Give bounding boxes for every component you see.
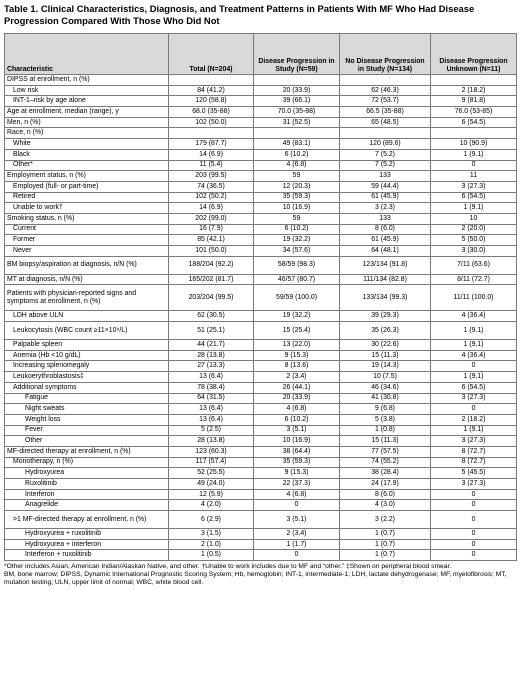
cell-characteristic: Interferon [5,489,169,500]
cell-total: 13 (6.4) [169,404,254,415]
cell-total: 78 (38.4) [169,382,254,393]
table-row [5,350,517,361]
cell-unknown: 8 (72.7) [431,446,517,457]
cell-total: 5 (2.5) [169,425,254,436]
cell-characteristic: Hydroxyurea + interferon [5,539,169,550]
cell-characteristic: Employment status, n (%) [5,171,169,182]
cell-progression: 59 [254,171,340,182]
cell-progression: 0 [254,500,340,511]
cell-progression: 34 (57.6) [254,246,340,257]
cell-characteristic: Race, n (%) [5,128,169,139]
cell-total: 44 (21.7) [169,340,254,351]
footnote-abbreviations: BM, bone marrow; DIPSS, Dynamic International Prognostic Scoring System; Hb, hemoglobin; INT-1, intermediate-1; LDH, lactate dehydrogenase; MF, myelofibrosis; MT, mutation testing; ULN, upper limit of normal; WBC, white blood cell. [4,571,507,587]
header-unknown: Disease Progression Unknown (N=11) [431,34,517,75]
table-row [5,149,517,160]
cell-unknown: 7/11 (63.6) [431,256,517,274]
cell-characteristic: Hydroxyurea [5,468,169,479]
cell-progression [254,75,340,86]
cell-total: 11 (5.4) [169,160,254,171]
cell-unknown: 10 [431,213,517,224]
cell-progression: 20 (33.9) [254,85,340,96]
table-row [5,96,517,107]
cell-no-progression: 46 (34.6) [340,382,431,393]
cell-unknown [431,75,517,86]
cell-no-progression: 62 (46.3) [340,85,431,96]
cell-no-progression: 59 (44.4) [340,181,431,192]
cell-unknown: 3 (30.0) [431,246,517,257]
table-row [5,550,517,561]
cell-characteristic: Black [5,149,169,160]
cell-total: 49 (24.0) [169,479,254,490]
cell-progression: 0 [254,550,340,561]
footnotes [4,563,516,587]
cell-no-progression: 64 (48.1) [340,246,431,257]
table-row [5,246,517,257]
cell-no-progression: 1 (0.7) [340,550,431,561]
cell-total: 84 (41.2) [169,85,254,96]
table-row [5,107,517,118]
cell-progression: 4 (6.8) [254,160,340,171]
cell-no-progression: 30 (22.6) [340,340,431,351]
table-row [5,128,517,139]
cell-no-progression: 8 (6.0) [340,489,431,500]
cell-total: 203/204 (99.5) [169,285,254,311]
cell-total: 28 (13.8) [169,350,254,361]
table-row [5,372,517,383]
cell-total: 64 (31.5) [169,393,254,404]
cell-characteristic: White [5,139,169,150]
cell-total: 14 (6.9) [169,149,254,160]
cell-characteristic: Retired [5,192,169,203]
cell-total [169,75,254,86]
cell-unknown: 5 (45.5) [431,468,517,479]
cell-unknown: 0 [431,539,517,550]
cell-total: 62 (30.5) [169,311,254,322]
cell-characteristic: Interferon + ruxolitinib [5,550,169,561]
cell-no-progression [340,128,431,139]
cell-characteristic: Fatigue [5,393,169,404]
table-row [5,213,517,224]
header-characteristic: Characteristic [5,34,169,75]
cell-total: 120 (58.8) [169,96,254,107]
cell-progression: 58/59 (98.3) [254,256,340,274]
cell-progression: 2 (3.4) [254,372,340,383]
cell-characteristic: Weight loss [5,414,169,425]
cell-total: 68.0 (35-88) [169,107,254,118]
cell-progression: 6 (10.2) [254,224,340,235]
cell-no-progression: 1 (0.8) [340,425,431,436]
cell-no-progression: 123/134 (91.8) [340,256,431,274]
cell-unknown: 1 (9.1) [431,372,517,383]
cell-characteristic: Employed (full- or part-time) [5,181,169,192]
cell-characteristic: Hydroxyurea + ruxolitinib [5,529,169,540]
cell-unknown: 11 [431,171,517,182]
cell-unknown: 2 (20.0) [431,224,517,235]
cell-no-progression: 133 [340,171,431,182]
table-row [5,139,517,150]
table-row [5,539,517,550]
table-row [5,322,517,340]
cell-no-progression: 7 (5.2) [340,160,431,171]
cell-characteristic: Anagrelide [5,500,169,511]
cell-unknown: 4 (36.4) [431,350,517,361]
cell-characteristic: Additional symptoms [5,382,169,393]
cell-progression: 9 (15.3) [254,468,340,479]
cell-total: 101 (50.0) [169,246,254,257]
table-row [5,203,517,214]
table-row [5,160,517,171]
cell-unknown: 0 [431,500,517,511]
cell-total: 102 (50.0) [169,117,254,128]
cell-total: 6 (2.9) [169,511,254,529]
cell-progression: 39 (66.1) [254,96,340,107]
cell-progression: 49 (83.1) [254,139,340,150]
cell-progression: 8 (13.6) [254,361,340,372]
data-table [4,33,517,561]
cell-unknown: 3 (27.3) [431,181,517,192]
cell-total: 3 (1.5) [169,529,254,540]
cell-unknown: 3 (27.3) [431,436,517,447]
table-row [5,446,517,457]
table-row [5,311,517,322]
cell-total: 117 (57.4) [169,457,254,468]
cell-unknown: 9 (81.8) [431,96,517,107]
table-row [5,511,517,529]
cell-no-progression: 41 (30.8) [340,393,431,404]
cell-no-progression: 3 (2.2) [340,511,431,529]
cell-characteristic: Increasing splenomegaly [5,361,169,372]
cell-unknown: 1 (9.1) [431,340,517,351]
cell-progression: 22 (37.3) [254,479,340,490]
cell-unknown: 0 [431,529,517,540]
table-row [5,192,517,203]
cell-progression: 35 (59.3) [254,457,340,468]
cell-unknown: 4 (36.4) [431,311,517,322]
cell-unknown: 2 (18.2) [431,85,517,96]
cell-characteristic: INT-1–risk by age alone [5,96,169,107]
cell-unknown: 76.0 (53-85) [431,107,517,118]
cell-progression: 46/57 (80.7) [254,274,340,285]
cell-total: 202 (99.0) [169,213,254,224]
table-row [5,224,517,235]
table-row [5,436,517,447]
cell-no-progression: 61 (45.9) [340,192,431,203]
cell-unknown: 0 [431,489,517,500]
cell-progression: 4 (6.8) [254,489,340,500]
cell-total: 2 (1.0) [169,539,254,550]
cell-unknown: 0 [431,361,517,372]
table-title: Table 1. Clinical Characteristics, Diagnosis, and Treatment Patterns in Patients With MF Who Had Disease Progression Compared With Those Who Did Not [4,3,475,26]
cell-progression: 6 (10.2) [254,414,340,425]
cell-no-progression: 1 (0.7) [340,529,431,540]
cell-characteristic: Smoking status, n (%) [5,213,169,224]
table-row [5,181,517,192]
table-row [5,393,517,404]
cell-unknown: 3 (27.3) [431,393,517,404]
cell-unknown: 5 (50.0) [431,235,517,246]
cell-no-progression: 120 (89.6) [340,139,431,150]
header-total: Total (N=204) [169,34,254,75]
table-row [5,468,517,479]
cell-progression: 26 (44.1) [254,382,340,393]
cell-characteristic: MT at diagnosis, n/N (%) [5,274,169,285]
cell-total: 74 (36.5) [169,181,254,192]
cell-progression: 59/59 (100.0) [254,285,340,311]
cell-characteristic: Night sweats [5,404,169,415]
table-row [5,361,517,372]
cell-no-progression: 10 (7.5) [340,372,431,383]
table-row [5,340,517,351]
cell-no-progression: 38 (28.4) [340,468,431,479]
cell-unknown: 1 (9.1) [431,425,517,436]
cell-unknown: 1 (9.1) [431,322,517,340]
cell-unknown: 2 (18.2) [431,414,517,425]
cell-progression: 13 (22.0) [254,340,340,351]
table-row [5,500,517,511]
cell-no-progression: 19 (14.3) [340,361,431,372]
table-row [5,274,517,285]
cell-unknown [431,128,517,139]
cell-progression: 1 (1.7) [254,539,340,550]
cell-characteristic: Leukocytosis (WBC count ≥11×10⁹/L) [5,322,169,340]
cell-characteristic: Leukoerythroblastosis‡ [5,372,169,383]
cell-no-progression: 7 (5.2) [340,149,431,160]
cell-total: 52 (25.5) [169,468,254,479]
cell-progression: 15 (25.4) [254,322,340,340]
cell-characteristic: Monotherapy, n (%) [5,457,169,468]
table-body [5,75,517,561]
cell-no-progression: 1 (0.7) [340,539,431,550]
cell-progression: 31 (52.5) [254,117,340,128]
cell-characteristic: Men, n (%) [5,117,169,128]
cell-no-progression: 74 (55.2) [340,457,431,468]
cell-unknown: 0 [431,511,517,529]
cell-total: 13 (6.4) [169,372,254,383]
cell-progression: 19 (32.2) [254,311,340,322]
cell-total: 102 (50.2) [169,192,254,203]
cell-characteristic: Ruxolitinib [5,479,169,490]
cell-total: 4 (2.0) [169,500,254,511]
cell-progression: 38 (64.4) [254,446,340,457]
cell-characteristic: BM biopsy/aspiration at diagnosis, n/N (%) [5,256,169,274]
cell-unknown: 1 (9.1) [431,203,517,214]
cell-characteristic: Anemia (Hb <10 g/dL) [5,350,169,361]
cell-progression: 20 (33.9) [254,393,340,404]
cell-unknown: 3 (27.3) [431,479,517,490]
cell-characteristic: Other* [5,160,169,171]
cell-total: 14 (6.9) [169,203,254,214]
cell-characteristic: Current [5,224,169,235]
cell-no-progression [340,75,431,86]
cell-unknown: 8/11 (72.7) [431,274,517,285]
cell-no-progression: 8 (6.0) [340,224,431,235]
cell-progression: 6 (10.2) [254,149,340,160]
cell-unknown: 6 (54.5) [431,117,517,128]
table-row [5,425,517,436]
cell-characteristic: Never [5,246,169,257]
table-row [5,529,517,540]
table-row [5,489,517,500]
cell-unknown: 0 [431,550,517,561]
cell-characteristic: >1 MF-directed therapy at enrollment, n (%) [5,511,169,529]
cell-no-progression: 15 (11.3) [340,350,431,361]
cell-unknown: 1 (9.1) [431,149,517,160]
cell-total: 123 (60.3) [169,446,254,457]
header-progression: Disease Progression in Study (N=59) [254,34,340,75]
table-row [5,256,517,274]
cell-total: 179 (87.7) [169,139,254,150]
cell-total: 13 (6.4) [169,414,254,425]
cell-no-progression: 133 [340,213,431,224]
cell-progression: 3 (5.1) [254,425,340,436]
cell-characteristic: Palpable spleen [5,340,169,351]
cell-unknown: 11/11 (100.0) [431,285,517,311]
cell-total: 203 (99.5) [169,171,254,182]
cell-no-progression: 66.5 (35-88) [340,107,431,118]
table-row [5,479,517,490]
cell-progression: 70.0 (35-88) [254,107,340,118]
table-row [5,414,517,425]
cell-total: 165/202 (81.7) [169,274,254,285]
cell-characteristic: Patients with physician-reported signs and symptoms at enrollment, n (%) [5,285,169,311]
cell-unknown: 8 (72.7) [431,457,517,468]
cell-progression [254,128,340,139]
cell-total: 27 (13.3) [169,361,254,372]
cell-total: 12 (5.9) [169,489,254,500]
cell-progression: 10 (16.9) [254,203,340,214]
table-row [5,382,517,393]
cell-no-progression: 77 (57.5) [340,446,431,457]
cell-progression: 35 (59.3) [254,192,340,203]
header-no-progression: No Disease Progression in Study (N=134) [340,34,431,75]
cell-no-progression: 24 (17.9) [340,479,431,490]
table-row [5,235,517,246]
cell-unknown: 0 [431,160,517,171]
cell-no-progression: 35 (26.3) [340,322,431,340]
footnote-symbols: *Other includes Asian, American Indian/Alaskan Native, and other. †Unable to work includes due to MF and “other.” ‡Shown on peripheral blood smear. [4,563,452,571]
cell-progression: 4 (6.8) [254,404,340,415]
cell-characteristic: Other [5,436,169,447]
cell-progression: 9 (15.3) [254,350,340,361]
cell-no-progression: 111/134 (82.8) [340,274,431,285]
cell-characteristic: Unable to work† [5,203,169,214]
cell-characteristic: LDH above ULN [5,311,169,322]
table-row [5,404,517,415]
cell-no-progression: 65 (48.5) [340,117,431,128]
cell-total [169,128,254,139]
cell-unknown: 6 (54.5) [431,382,517,393]
cell-progression: 59 [254,213,340,224]
header-row [5,34,517,75]
cell-unknown: 10 (90.9) [431,139,517,150]
table-row [5,457,517,468]
cell-no-progression: 3 (2.3) [340,203,431,214]
cell-total: 51 (25.1) [169,322,254,340]
table-row [5,285,517,311]
cell-total: 1 (0.5) [169,550,254,561]
cell-characteristic: Low risk [5,85,169,96]
cell-total: 85 (42.1) [169,235,254,246]
table-row [5,85,517,96]
cell-no-progression: 9 (6.8) [340,404,431,415]
cell-progression: 12 (20.3) [254,181,340,192]
cell-no-progression: 15 (11.3) [340,436,431,447]
cell-total: 188/204 (92.2) [169,256,254,274]
cell-characteristic: DIPSS at enrollment, n (%) [5,75,169,86]
cell-progression: 10 (16.9) [254,436,340,447]
cell-progression: 19 (32.2) [254,235,340,246]
cell-no-progression: 4 (3.0) [340,500,431,511]
cell-progression: 2 (3.4) [254,529,340,540]
cell-characteristic: Former [5,235,169,246]
cell-characteristic: Age at enrollment, median (range), y [5,107,169,118]
cell-no-progression: 5 (3.8) [340,414,431,425]
cell-no-progression: 133/134 (99.3) [340,285,431,311]
cell-total: 16 (7.9) [169,224,254,235]
cell-no-progression: 72 (53.7) [340,96,431,107]
table-row [5,75,517,86]
cell-unknown: 0 [431,404,517,415]
cell-total: 28 (13.8) [169,436,254,447]
cell-characteristic: MF-directed therapy at enrollment, n (%) [5,446,169,457]
table-row [5,117,517,128]
cell-characteristic: Fever [5,425,169,436]
cell-unknown: 6 (54.5) [431,192,517,203]
cell-no-progression: 39 (29.3) [340,311,431,322]
cell-no-progression: 61 (45.9) [340,235,431,246]
table-row [5,171,517,182]
cell-progression: 3 (5.1) [254,511,340,529]
